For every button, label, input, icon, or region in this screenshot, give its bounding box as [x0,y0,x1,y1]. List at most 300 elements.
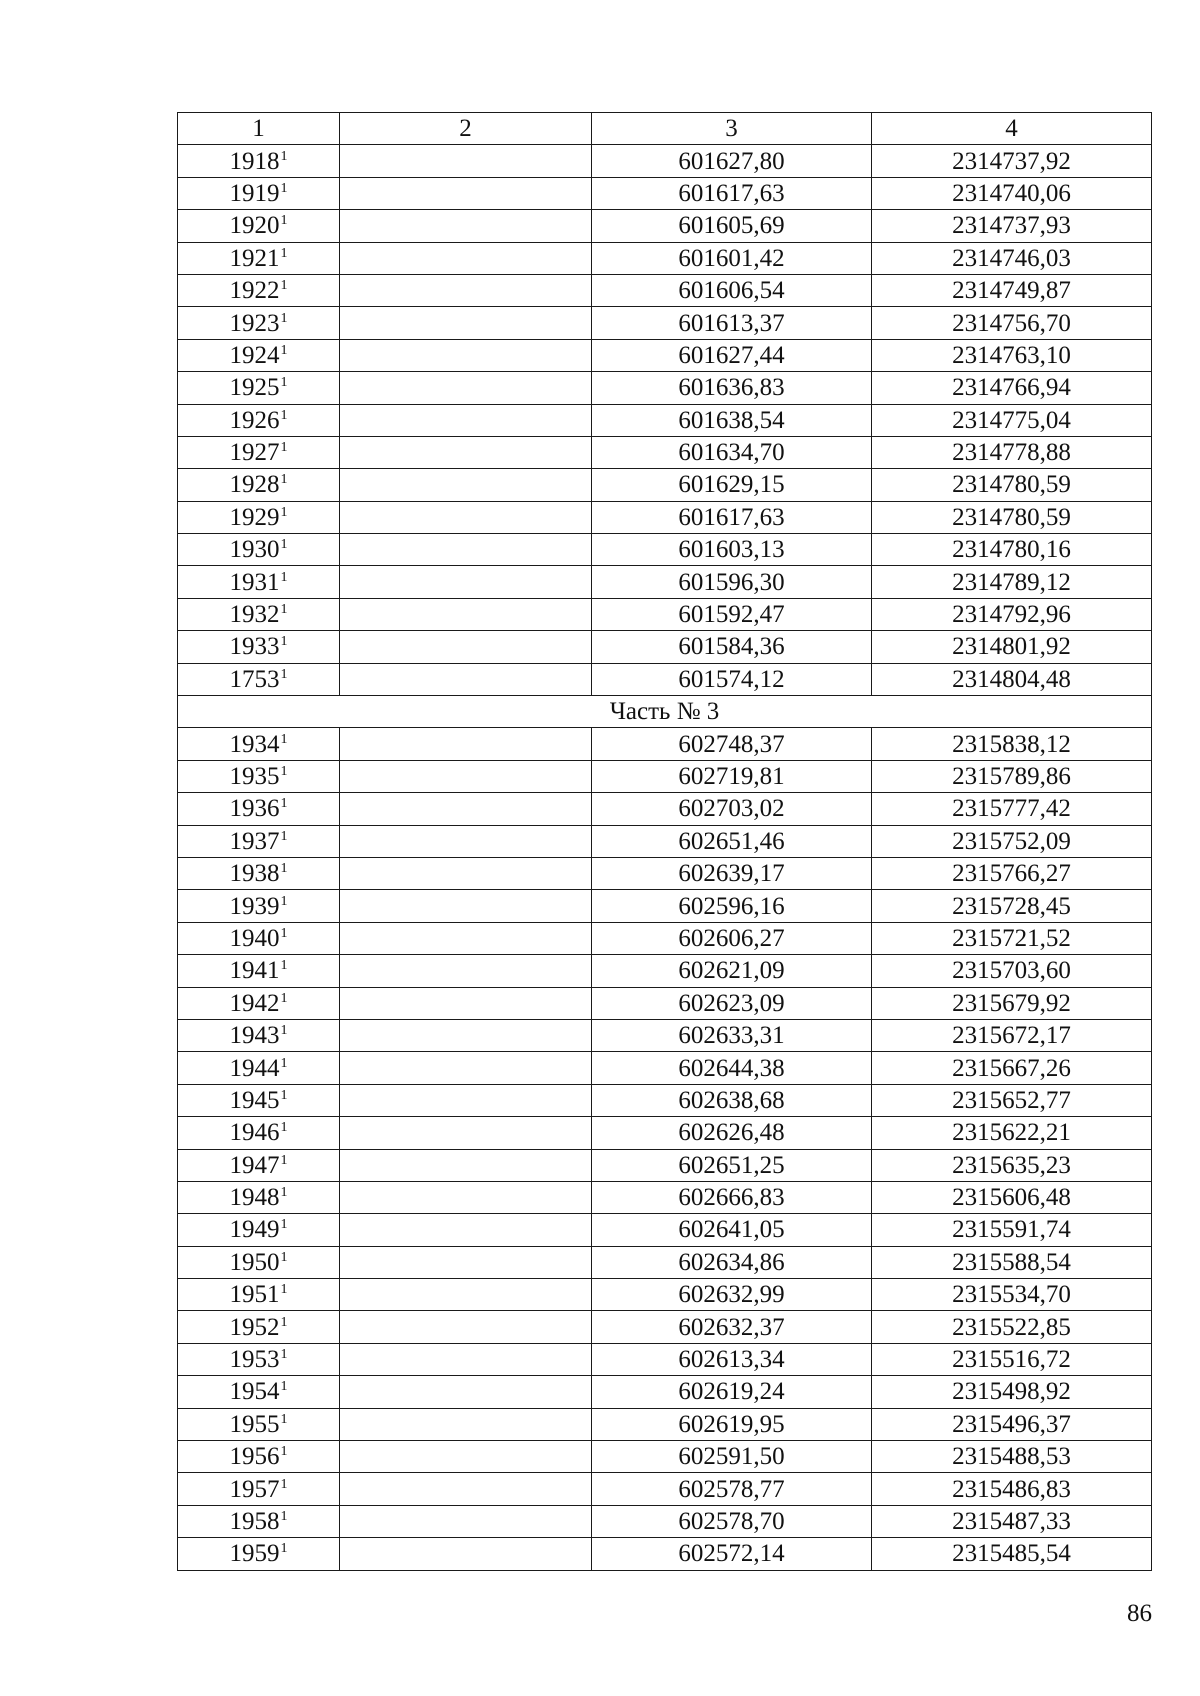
point-number: 1932 [229,601,280,629]
point-number: 1947 [229,1151,280,1179]
point-superscript: 1 [280,1476,288,1492]
table-row [178,404,1152,436]
point-superscript: 1 [280,1055,288,1071]
table-row [178,890,1152,922]
table-row [178,436,1152,468]
point-number-cell [178,1343,340,1375]
column-header-2: 2 [340,113,592,145]
coordinate-x-cell: 601629,15 [592,469,872,501]
table-row [178,825,1152,857]
coordinate-x-cell: 602613,34 [592,1343,872,1375]
column-2-cell [340,274,592,306]
point-number-cell [178,857,340,889]
table-row [178,1441,1152,1473]
point-number: 1753 [229,665,280,693]
point-number-cell [178,1441,340,1473]
coordinate-x-cell: 602621,09 [592,955,872,987]
point-number: 1954 [229,1378,280,1406]
table-row [178,1311,1152,1343]
point-superscript: 1 [280,213,288,229]
point-superscript: 1 [280,958,288,974]
coordinate-y-cell: 2315766,27 [872,857,1152,889]
point-number-cell [178,436,340,468]
coordinate-x-cell: 602623,09 [592,987,872,1019]
point-number: 1956 [229,1443,280,1471]
point-number-cell [178,145,340,177]
coordinate-y-cell: 2315622,21 [872,1117,1152,1149]
coordinate-x-cell: 601627,80 [592,145,872,177]
table-row [178,145,1152,177]
coordinate-x-cell: 602639,17 [592,857,872,889]
coordinate-y-cell: 2314804,48 [872,663,1152,695]
table-row [178,922,1152,954]
point-number: 1951 [229,1281,280,1309]
coordinate-x-cell: 601596,30 [592,566,872,598]
point-number-cell [178,1019,340,1051]
point-number: 1953 [229,1346,280,1374]
table-header-row [178,113,1152,145]
table-row [178,1019,1152,1051]
table-row [178,1279,1152,1311]
point-number: 1930 [229,536,280,564]
column-2-cell [340,1181,592,1213]
coordinate-y-cell: 2314763,10 [872,339,1152,371]
point-number-cell [178,1149,340,1181]
point-superscript: 1 [280,1508,288,1524]
point-number: 1940 [229,924,280,952]
coordinate-x-cell: 602632,99 [592,1279,872,1311]
column-2-cell [340,825,592,857]
table-row [178,793,1152,825]
column-2-cell [340,955,592,987]
point-superscript: 1 [280,1120,288,1136]
column-2-cell [340,372,592,404]
point-superscript: 1 [280,666,288,682]
point-number-cell [178,1473,340,1505]
column-2-cell [340,1311,592,1343]
coordinates-table [177,112,1152,1571]
point-number-cell [178,1052,340,1084]
coordinate-y-cell: 2315487,33 [872,1505,1152,1537]
column-2-cell [340,890,592,922]
column-2-cell [340,1279,592,1311]
point-superscript: 1 [280,731,288,747]
table-row [178,1376,1152,1408]
point-number: 1921 [229,244,280,272]
table-row [178,274,1152,306]
point-number-cell [178,1117,340,1149]
point-superscript: 1 [280,1379,288,1395]
point-number: 1944 [229,1054,280,1082]
point-superscript: 1 [280,634,288,650]
point-number: 1955 [229,1410,280,1438]
coordinate-y-cell: 2315496,37 [872,1408,1152,1440]
column-2-cell [340,242,592,274]
coordinate-x-cell: 602703,02 [592,793,872,825]
column-2-cell [340,793,592,825]
coordinate-x-cell: 602578,77 [592,1473,872,1505]
table-row [178,307,1152,339]
point-number-cell [178,1311,340,1343]
coordinate-y-cell: 2314766,94 [872,372,1152,404]
coordinate-x-cell: 601634,70 [592,436,872,468]
point-number-cell [178,372,340,404]
coordinate-x-cell: 602719,81 [592,760,872,792]
coordinate-y-cell: 2314756,70 [872,307,1152,339]
coordinate-x-cell: 601603,13 [592,534,872,566]
coordinate-y-cell: 2315672,17 [872,1019,1152,1051]
point-number-cell [178,825,340,857]
coordinate-y-cell: 2315679,92 [872,987,1152,1019]
table-row [178,1246,1152,1278]
point-number: 1958 [229,1507,280,1535]
point-number-cell [178,177,340,209]
coordinate-x-cell: 601601,42 [592,242,872,274]
column-2-cell [340,598,592,630]
point-superscript: 1 [280,990,288,1006]
table-row [178,1505,1152,1537]
coordinate-y-cell: 2315522,85 [872,1311,1152,1343]
point-superscript: 1 [280,796,288,812]
coordinate-x-cell: 602626,48 [592,1117,872,1149]
table-row [178,1538,1152,1570]
point-number: 1939 [229,892,280,920]
point-number-cell [178,242,340,274]
table-row [178,1343,1152,1375]
point-number: 1919 [229,179,280,207]
point-superscript: 1 [280,180,288,196]
table-row [178,663,1152,695]
point-number: 1918 [229,147,280,175]
point-number-cell [178,793,340,825]
coordinate-x-cell: 602748,37 [592,728,872,760]
coordinate-x-cell: 602638,68 [592,1084,872,1116]
column-2-cell [340,1019,592,1051]
column-2-cell [340,1149,592,1181]
coordinate-y-cell: 2314780,16 [872,534,1152,566]
point-number-cell [178,922,340,954]
coordinate-x-cell: 601627,44 [592,339,872,371]
point-number-cell [178,210,340,242]
point-number: 1931 [229,568,280,596]
coordinate-y-cell: 2315488,53 [872,1441,1152,1473]
point-superscript: 1 [280,1185,288,1201]
point-number: 1920 [229,212,280,240]
coordinate-x-cell: 602632,37 [592,1311,872,1343]
coordinate-y-cell: 2314780,59 [872,469,1152,501]
coordinates-table-body [178,113,1152,1571]
coordinate-y-cell: 2315534,70 [872,1279,1152,1311]
coordinate-x-cell: 602596,16 [592,890,872,922]
column-2-cell [340,631,592,663]
column-2-cell [340,1052,592,1084]
point-superscript: 1 [280,1347,288,1363]
table-row [178,1084,1152,1116]
point-number: 1922 [229,277,280,305]
table-row [178,242,1152,274]
table-row [178,177,1152,209]
column-2-cell [340,210,592,242]
point-number: 1952 [229,1313,280,1341]
point-superscript: 1 [280,1444,288,1460]
table-row [178,566,1152,598]
point-number-cell [178,534,340,566]
point-number: 1924 [229,341,280,369]
column-2-cell [340,857,592,889]
table-row [178,1149,1152,1181]
coordinate-y-cell: 2315588,54 [872,1246,1152,1278]
coordinate-x-cell: 601592,47 [592,598,872,630]
table-row [178,210,1152,242]
table-row [178,1214,1152,1246]
point-number: 1950 [229,1248,280,1276]
point-number: 1937 [229,827,280,855]
column-2-cell [340,1214,592,1246]
point-superscript: 1 [280,602,288,618]
table-row [178,372,1152,404]
coordinate-y-cell: 2314775,04 [872,404,1152,436]
column-2-cell [340,922,592,954]
point-superscript: 1 [280,764,288,779]
column-2-cell [340,501,592,533]
point-number: 1959 [229,1540,280,1568]
column-header-1: 1 [178,113,340,145]
point-number-cell [178,566,340,598]
point-superscript: 1 [280,861,288,877]
point-number-cell [178,1376,340,1408]
point-superscript: 1 [280,1023,288,1039]
coordinate-y-cell: 2314780,59 [872,501,1152,533]
point-number: 1938 [229,860,280,888]
coordinate-y-cell: 2314778,88 [872,436,1152,468]
point-number-cell [178,760,340,792]
point-number-cell [178,728,340,760]
point-number: 1936 [229,795,280,823]
column-2-cell [340,1408,592,1440]
point-number: 1923 [229,309,280,337]
table-row [178,1408,1152,1440]
coordinate-y-cell: 2314801,92 [872,631,1152,663]
coordinate-y-cell: 2315667,26 [872,1052,1152,1084]
point-number-cell [178,274,340,306]
point-number-cell [178,1505,340,1537]
coordinate-x-cell: 601636,83 [592,372,872,404]
point-number-cell [178,404,340,436]
point-number-cell [178,307,340,339]
point-number-cell [178,1214,340,1246]
point-number: 1926 [229,406,280,434]
point-superscript: 1 [280,1541,288,1557]
point-superscript: 1 [280,342,288,358]
column-2-cell [340,339,592,371]
point-number: 1942 [229,989,280,1017]
table-row [178,598,1152,630]
point-superscript: 1 [280,569,288,585]
column-2-cell [340,566,592,598]
coordinate-x-cell: 601605,69 [592,210,872,242]
point-number-cell [178,1408,340,1440]
coordinate-y-cell: 2315516,72 [872,1343,1152,1375]
column-2-cell [340,469,592,501]
point-number: 1946 [229,1119,280,1147]
point-number-cell [178,339,340,371]
coordinate-x-cell: 602572,14 [592,1538,872,1570]
point-number: 1934 [229,730,280,758]
coordinate-x-cell: 601617,63 [592,177,872,209]
point-superscript: 1 [280,1249,288,1265]
column-header-4: 4 [872,113,1152,145]
column-2-cell [340,987,592,1019]
coordinate-x-cell: 602634,86 [592,1246,872,1278]
coordinate-x-cell: 602619,24 [592,1376,872,1408]
point-number: 1948 [229,1184,280,1212]
point-superscript: 1 [280,537,288,553]
point-number-cell [178,663,340,695]
coordinate-y-cell: 2315652,77 [872,1084,1152,1116]
coordinate-y-cell: 2315635,23 [872,1149,1152,1181]
coordinate-y-cell: 2315728,45 [872,890,1152,922]
point-number-cell [178,501,340,533]
column-2-cell [340,436,592,468]
point-superscript: 1 [280,1282,288,1298]
point-number: 1933 [229,633,280,661]
coordinate-y-cell: 2315838,12 [872,728,1152,760]
point-number-cell [178,1181,340,1213]
point-superscript: 1 [280,375,288,391]
coordinate-y-cell: 2315498,92 [872,1376,1152,1408]
point-number-cell [178,890,340,922]
coordinate-y-cell: 2315591,74 [872,1214,1152,1246]
point-number: 1928 [229,471,280,499]
point-number: 1935 [229,763,280,790]
table-row [178,1052,1152,1084]
column-header-3: 3 [592,113,872,145]
point-number: 1949 [229,1216,280,1244]
coordinate-y-cell: 2315752,09 [872,825,1152,857]
coordinate-x-cell: 602651,46 [592,825,872,857]
table-row [178,760,1152,792]
point-superscript: 1 [280,893,288,909]
point-number-cell [178,1084,340,1116]
table-row [178,501,1152,533]
table-row [178,857,1152,889]
coordinate-y-cell: 2314737,93 [872,210,1152,242]
point-superscript: 1 [280,1152,288,1168]
coordinate-y-cell: 2315789,86 [872,760,1152,792]
point-superscript: 1 [280,440,288,456]
table-row [178,1117,1152,1149]
point-number-cell [178,955,340,987]
column-2-cell [340,1473,592,1505]
point-number-cell [178,1538,340,1570]
column-2-cell [340,1117,592,1149]
column-2-cell [340,1246,592,1278]
coordinate-x-cell: 601638,54 [592,404,872,436]
point-superscript: 1 [280,1087,288,1103]
point-number: 1929 [229,503,280,531]
coordinate-x-cell: 601613,37 [592,307,872,339]
column-2-cell [340,1376,592,1408]
coordinate-x-cell: 602651,25 [592,1149,872,1181]
point-number: 1957 [229,1475,280,1503]
coordinate-x-cell: 602633,31 [592,1019,872,1051]
table-row [178,1181,1152,1213]
column-2-cell [340,1538,592,1570]
coordinate-y-cell: 2315777,42 [872,793,1152,825]
point-number-cell [178,631,340,663]
point-superscript: 1 [280,245,288,261]
table-row [178,534,1152,566]
coordinate-y-cell: 2314746,03 [872,242,1152,274]
column-2-cell [340,177,592,209]
coordinate-y-cell: 2315486,83 [872,1473,1152,1505]
column-2-cell [340,1084,592,1116]
point-superscript: 1 [280,278,288,294]
table-row [178,955,1152,987]
coordinate-x-cell: 601617,63 [592,501,872,533]
point-superscript: 1 [280,925,288,941]
column-2-cell [340,760,592,792]
point-number: 1941 [229,957,280,985]
coordinate-y-cell: 2314789,12 [872,566,1152,598]
point-superscript: 1 [280,828,288,844]
coordinate-y-cell: 2314740,06 [872,177,1152,209]
coordinate-y-cell: 2315606,48 [872,1181,1152,1213]
point-number: 1943 [229,1022,280,1050]
point-number-cell [178,598,340,630]
column-2-cell [340,534,592,566]
coordinate-x-cell: 602591,50 [592,1441,872,1473]
point-number: 1945 [229,1086,280,1114]
coordinate-x-cell: 602606,27 [592,922,872,954]
coordinate-y-cell: 2315703,60 [872,955,1152,987]
page-number: 86 [1127,1600,1152,1627]
point-superscript: 1 [280,1314,288,1330]
point-number-cell [178,1279,340,1311]
coordinate-x-cell: 602666,83 [592,1181,872,1213]
column-2-cell [340,1441,592,1473]
coordinate-y-cell: 2314792,96 [872,598,1152,630]
coordinate-y-cell: 2315721,52 [872,922,1152,954]
point-superscript: 1 [280,148,288,164]
point-superscript: 1 [280,310,288,326]
point-number-cell [178,1246,340,1278]
coordinate-x-cell: 601574,12 [592,663,872,695]
coordinate-y-cell: 2314737,92 [872,145,1152,177]
coordinate-y-cell: 2314749,87 [872,274,1152,306]
point-number: 1925 [229,374,280,402]
column-2-cell [340,1343,592,1375]
point-number-cell [178,987,340,1019]
point-superscript: 1 [280,472,288,488]
column-2-cell [340,307,592,339]
coordinate-x-cell: 602619,95 [592,1408,872,1440]
coordinate-x-cell: 601606,54 [592,274,872,306]
table-row [178,728,1152,760]
column-2-cell [340,145,592,177]
table-row [178,339,1152,371]
coordinate-x-cell: 602641,05 [592,1214,872,1246]
column-2-cell [340,663,592,695]
column-2-cell [340,1505,592,1537]
table-row [178,469,1152,501]
coordinate-x-cell: 602578,70 [592,1505,872,1537]
table-row [178,987,1152,1019]
column-2-cell [340,404,592,436]
coordinate-x-cell: 601584,36 [592,631,872,663]
coordinate-x-cell: 602644,38 [592,1052,872,1084]
point-number-cell [178,469,340,501]
